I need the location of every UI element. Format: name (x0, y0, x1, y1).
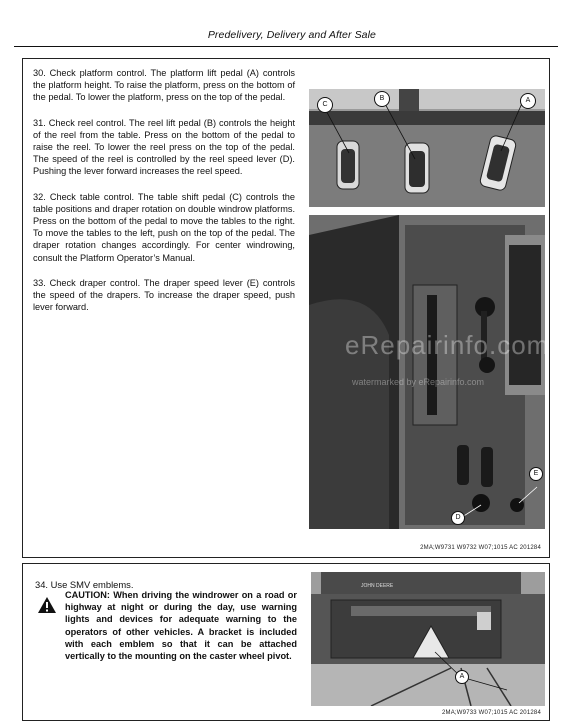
watermark-sub: watermarked by eRepairinfo.com (352, 377, 485, 387)
header-rule (14, 46, 558, 47)
caution-text: CAUTION: When driving the windrower on a road or highway at night or during the day, use warning lights and devices for adequate warning to the operators of other vehicles. A bracket is included with each emblem so that it can be attached vertically to the mounting on the caster wheel pivot. (65, 590, 297, 662)
step-heading-smv: 34. Use SMV emblems. (35, 579, 134, 590)
callout-a-emblem: A (455, 670, 469, 684)
paragraph-table-control: 32. Check table control. The table shift pedal (C) controls the table positions and draper rotation on double windrow platforms. Press on the bottom of the pedal to move the tables to the right. To move the tables to the left, push on the top of the pedal. The draper rotation changes accordingly. For center windrowing, consult the Platform Operator’s Manual. (33, 191, 295, 263)
console-photo (309, 215, 545, 529)
pedals-photo (309, 89, 545, 207)
photo-brand-label: JOHN DEERE (361, 583, 394, 589)
figure-reference-1: 2MA;W9731 W9732 W07;1015 AC 201284 (420, 545, 541, 551)
smv-emblem-section (22, 563, 550, 721)
watermark: eRepairinfo.com (345, 330, 550, 360)
callout-d: D (451, 511, 465, 525)
paragraph-platform-control: 30. Check platform control. The platform lift pedal (A) controls the platform height. To raise the platform, press on the bottom of the pedal. To lower the platform, press on the top of the pedal. (33, 68, 295, 103)
paragraph-draper-control: 33. Check draper control. The draper speed lever (E) controls the speed of the drapers. To increase the draper speed, push lever forward. (33, 277, 295, 313)
windrower-photo (311, 572, 545, 706)
controls-text (33, 67, 295, 326)
callout-c: C (317, 97, 333, 113)
controls-section (22, 58, 550, 558)
callout-b: B (374, 91, 390, 107)
figure-reference-2: 2MA;W9733 W07;1015 AC 201284 (442, 710, 541, 716)
pedal-c (337, 141, 359, 189)
callout-a: A (520, 93, 536, 109)
paragraph-reel-control: 31. Check reel control. The reel lift pedal (B) controls the height of the reel from the table. Press on the bottom of the pedal to raise the reel. To lower the reel press on the top of the pedal. The speed of the reel is controlled by the reel speed lever (D). Pushing the lever forward increases the reel speed. (33, 117, 295, 177)
pedal-b (405, 143, 429, 193)
page-header-title: Predelivery, Delivery and After Sale (207, 29, 376, 41)
callout-e: E (529, 467, 543, 481)
warning-triangle-icon (37, 596, 57, 614)
